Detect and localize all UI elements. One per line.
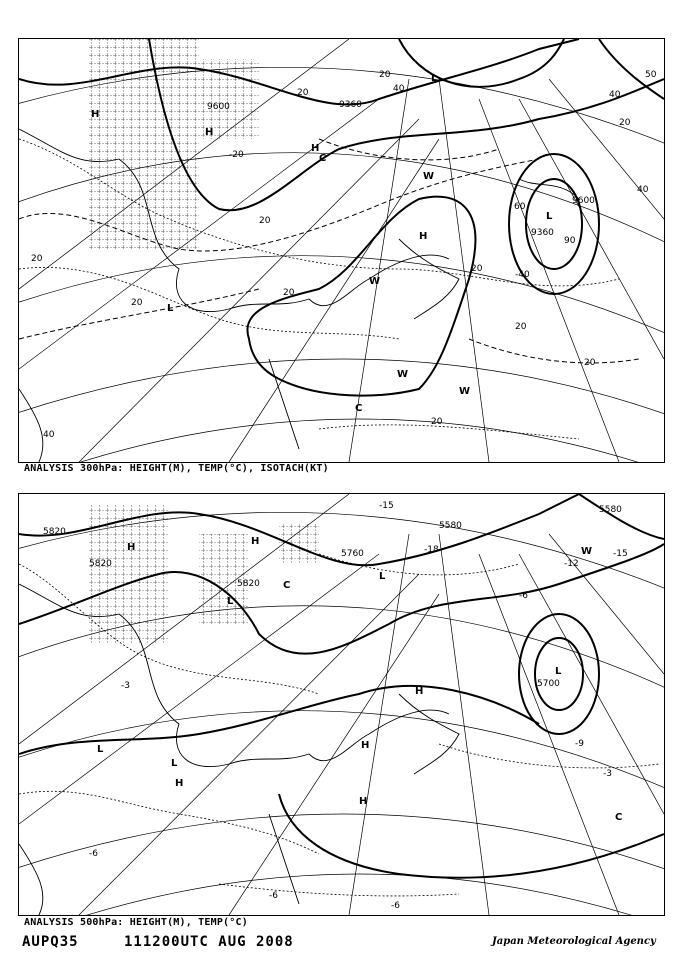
- upper-value-18: 20: [619, 118, 631, 128]
- upper-high-label-3: H: [311, 143, 320, 154]
- upper-value-1: 20: [31, 254, 43, 264]
- lower-value-6: 5580: [599, 505, 622, 515]
- lower-value-14: -6: [269, 891, 278, 901]
- upper-value-15: 60: [514, 202, 526, 212]
- upper-high-label-4: H: [205, 127, 214, 138]
- upper-value-22: -40: [515, 270, 530, 280]
- upper-high-label-2: H: [419, 231, 428, 242]
- lower-value-3: 5820: [237, 579, 260, 589]
- lower-map-canvas: [19, 494, 664, 915]
- upper-cold-label-2: C: [319, 153, 327, 164]
- upper-value-14: 90: [564, 236, 576, 246]
- lower-value-2: 5820: [89, 559, 112, 569]
- lower-panel-caption: ANALYSIS 500hPa: HEIGHT(M), TEMP(°C): [24, 917, 248, 928]
- lower-value-18: -6: [391, 901, 400, 911]
- lower-value-7: -15: [379, 501, 394, 511]
- upper-cold-label-1: C: [355, 403, 363, 414]
- agency-credit: Japan Meteorological Agency: [492, 936, 656, 947]
- upper-low-label-2: L: [546, 211, 553, 222]
- upper-value-21: 40: [609, 90, 621, 100]
- lower-value-10: -15: [613, 549, 628, 559]
- lower-value-16: -9: [575, 739, 584, 749]
- upper-value-2: 20: [131, 298, 143, 308]
- upper-value-8: 20: [297, 88, 309, 98]
- upper-warm-label-2: W: [369, 276, 381, 287]
- lower-low-label-2: L: [97, 744, 104, 755]
- lower-cold-label-2: C: [615, 812, 623, 823]
- upper-value-9: 20: [379, 70, 391, 80]
- upper-value-11: 20: [515, 322, 527, 332]
- lower-low-label-1: L: [227, 596, 234, 607]
- lower-hatched-area-3: [279, 524, 319, 564]
- upper-value-23: 50: [645, 70, 657, 80]
- upper-value-6: 9360: [339, 100, 362, 110]
- chart-product-code: AUPQ35: [22, 934, 79, 950]
- upper-value-3: 40: [43, 430, 55, 440]
- lower-high-label-5: H: [361, 740, 370, 751]
- lower-cold-label-1: C: [283, 580, 291, 591]
- lower-value-13: -3: [121, 681, 130, 691]
- lower-value-17: 5700: [537, 679, 560, 689]
- upper-warm-label-3: W: [397, 369, 409, 380]
- upper-value-24: 20: [471, 264, 483, 274]
- lower-high-label-2: H: [251, 536, 260, 547]
- lower-low-label-5: L: [379, 571, 386, 582]
- lower-value-11: -6: [519, 591, 528, 601]
- lower-value-15: -3: [603, 769, 612, 779]
- upper-map-canvas: [19, 39, 664, 462]
- upper-value-12: 9600: [572, 196, 595, 206]
- lower-map-panel: [18, 493, 665, 916]
- upper-value-5: 9600: [207, 102, 230, 112]
- upper-value-7: 40: [393, 84, 405, 94]
- upper-value-4: 20: [259, 216, 271, 226]
- chart-valid-time: 111200UTC AUG 2008: [124, 934, 294, 950]
- upper-value-17: 40: [637, 185, 649, 195]
- upper-high-label-1: H: [91, 109, 100, 120]
- lower-value-9: -12: [564, 559, 579, 569]
- lower-high-label-3: H: [415, 686, 424, 697]
- upper-panel-caption: ANALYSIS 300hPa: HEIGHT(M), TEMP(°C), ISOTACH(KT): [24, 463, 329, 474]
- lower-warm-label-1: W: [581, 546, 593, 557]
- lower-value-1: 5820: [43, 527, 66, 537]
- lower-high-label-4: H: [359, 796, 368, 807]
- upper-value-13: 9360: [531, 228, 554, 238]
- upper-warm-label-1: W: [423, 171, 435, 182]
- upper-map-panel: [18, 38, 665, 463]
- lower-low-label-3: L: [555, 666, 562, 677]
- upper-low-label-1: L: [167, 303, 174, 314]
- upper-low-label-3: L: [431, 73, 438, 84]
- lower-value-12: -6: [89, 849, 98, 859]
- lower-low-label-4: L: [171, 758, 178, 769]
- upper-value-19: 20: [431, 417, 443, 427]
- lower-value-4: 5760: [341, 549, 364, 559]
- upper-value-20: -20: [229, 150, 244, 160]
- lower-value-5: 5580: [439, 521, 462, 531]
- lower-high-label-6: H: [175, 778, 184, 789]
- upper-warm-label-4: W: [459, 386, 471, 397]
- upper-value-16: 20: [584, 358, 596, 368]
- lower-value-8: -18: [424, 545, 439, 555]
- lower-high-label-1: H: [127, 542, 136, 553]
- upper-value-10: 20: [283, 288, 295, 298]
